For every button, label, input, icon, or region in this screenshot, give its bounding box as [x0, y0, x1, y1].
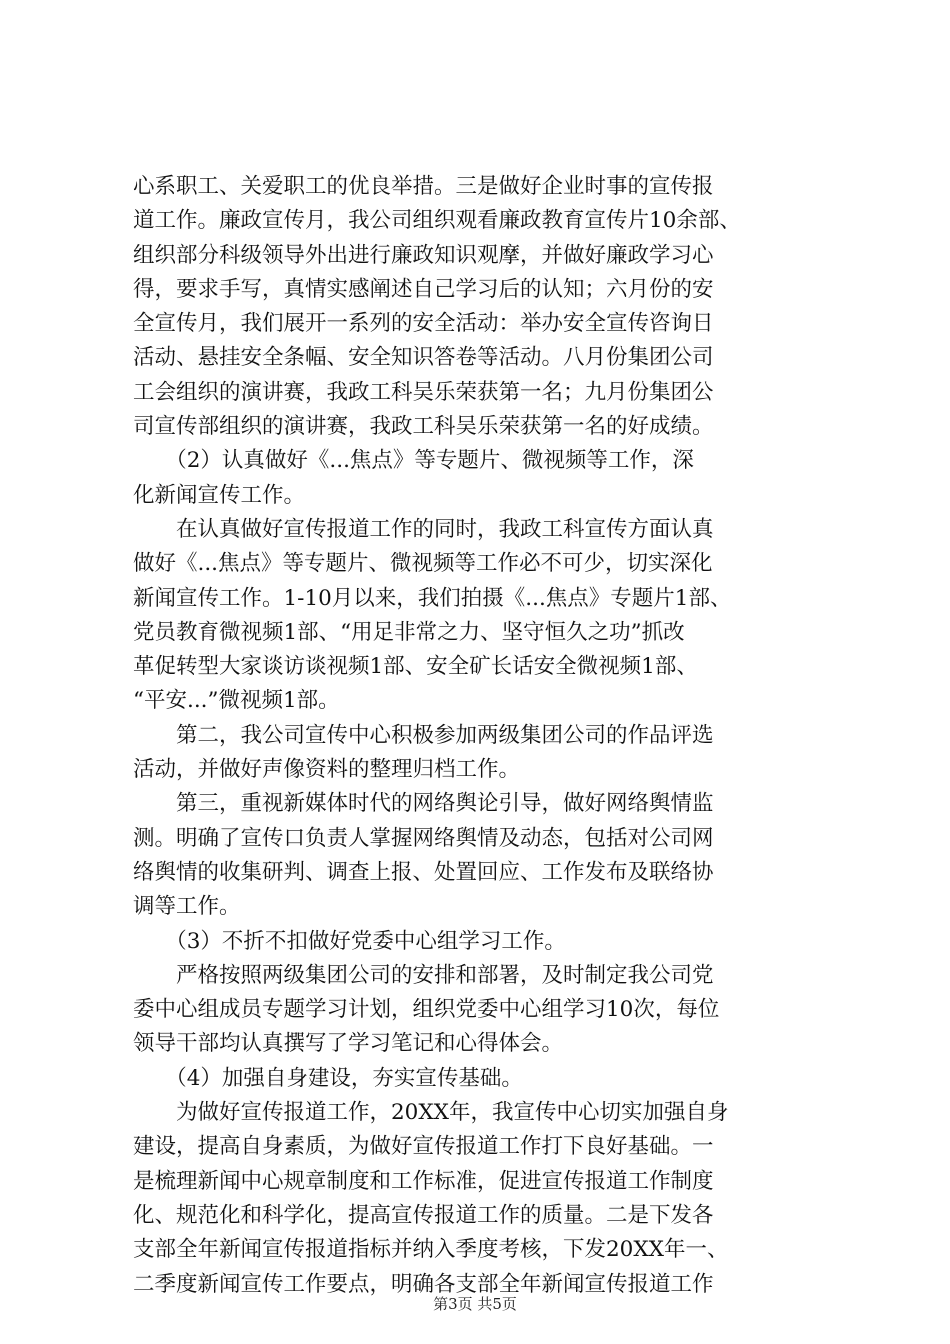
text-line: 司宣传部组织的演讲赛，我政工科吴乐荣获第一名的好成绩。: [133, 414, 714, 440]
text-line: 化、规范化和科学化，提高宣传报道工作的质量。二是下发各: [133, 1202, 714, 1228]
section-heading-3: （3）不折不扣做好党委中心组学习工作。: [133, 928, 566, 954]
text-line: 党员教育微视频1部、“用足非常之力、坚守恒久之功”抓改: [133, 619, 685, 645]
text-line: 组织部分科级领导外出进行廉政知识观摩，并做好廉政学习心: [133, 242, 714, 268]
text-line: 测。明确了宣传口负责人掌握网络舆情及动态，包括对公司网: [133, 825, 714, 851]
page-number-footer: 第3页 共5页: [433, 1295, 517, 1313]
text-line: 严格按照两级集团公司的安排和部署，及时制定我公司党: [133, 962, 714, 988]
section-heading-4: （4）加强自身建设，夯实宣传基础。: [133, 1065, 523, 1091]
text-line: 第二，我公司宣传中心积极参加两级集团公司的作品评选: [133, 722, 714, 748]
document-body: [133, 170, 833, 1302]
text-line: 道工作。廉政宣传月，我公司组织观看廉政教育宣传片10余部、: [133, 208, 741, 234]
text-line: 革促转型大家谈访谈视频1部、安全矿长话安全微视频1部、: [133, 654, 698, 680]
text-line: 在认真做好宣传报道工作的同时，我政工科宣传方面认真: [133, 516, 714, 542]
text-line: 支部全年新闻宣传报道指标并纳入季度考核，下发20XX年一、: [133, 1237, 729, 1263]
text-line: 活动、悬挂安全条幅、安全知识答卷等活动。八月份集团公司: [133, 345, 714, 371]
text-line: 建设，提高自身素质，为做好宣传报道工作打下良好基础。一: [133, 1134, 714, 1160]
section-heading-2: （2）认真做好《...焦点》等专题片、微视频等工作，深: [133, 448, 694, 474]
text-line: 委中心组成员专题学习计划，组织党委中心组学习10次，每位: [133, 997, 720, 1023]
text-line: 全宣传月，我们展开一系列的安全活动：举办安全宣传咨询日: [133, 311, 714, 337]
text-line: 二季度新闻宣传工作要点，明确各支部全年新闻宣传报道工作: [133, 1271, 714, 1297]
text-line: 得，要求手写，真情实感阐述自己学习后的认知；六月份的安: [133, 276, 714, 302]
text-line: 为做好宣传报道工作，20XX年，我宣传中心切实加强自身: [133, 1100, 729, 1126]
text-line: 调等工作。: [133, 894, 241, 920]
text-line: 领导干部均认真撰写了学习笔记和心得体会。: [133, 1031, 564, 1057]
text-line: 络舆情的收集研判、调查上报、处置回应、工作发布及联络协: [133, 859, 714, 885]
text-line: 新闻宣传工作。1-10月以来，我们拍摄《...焦点》专题片1部、: [133, 585, 732, 611]
section-heading-2-cont: 化新闻宣传工作。: [133, 482, 306, 508]
text-line: 做好《...焦点》等专题片、微视频等工作必不可少，切实深化: [133, 551, 713, 577]
text-line: 活动，并做好声像资料的整理归档工作。: [133, 757, 521, 783]
text-line: 是梳理新闻中心规章制度和工作标准，促进宣传报道工作制度: [133, 1168, 714, 1194]
text-line: “平安...”微视频1部。: [133, 688, 340, 714]
text-line: 第三，重视新媒体时代的网络舆论引导，做好网络舆情监: [133, 791, 714, 817]
text-line: 心系职工、关爱职工的优良举措。三是做好企业时事的宣传报: [133, 174, 714, 199]
text-line: 工会组织的演讲赛，我政工科吴乐荣获第一名；九月份集团公: [133, 379, 714, 405]
